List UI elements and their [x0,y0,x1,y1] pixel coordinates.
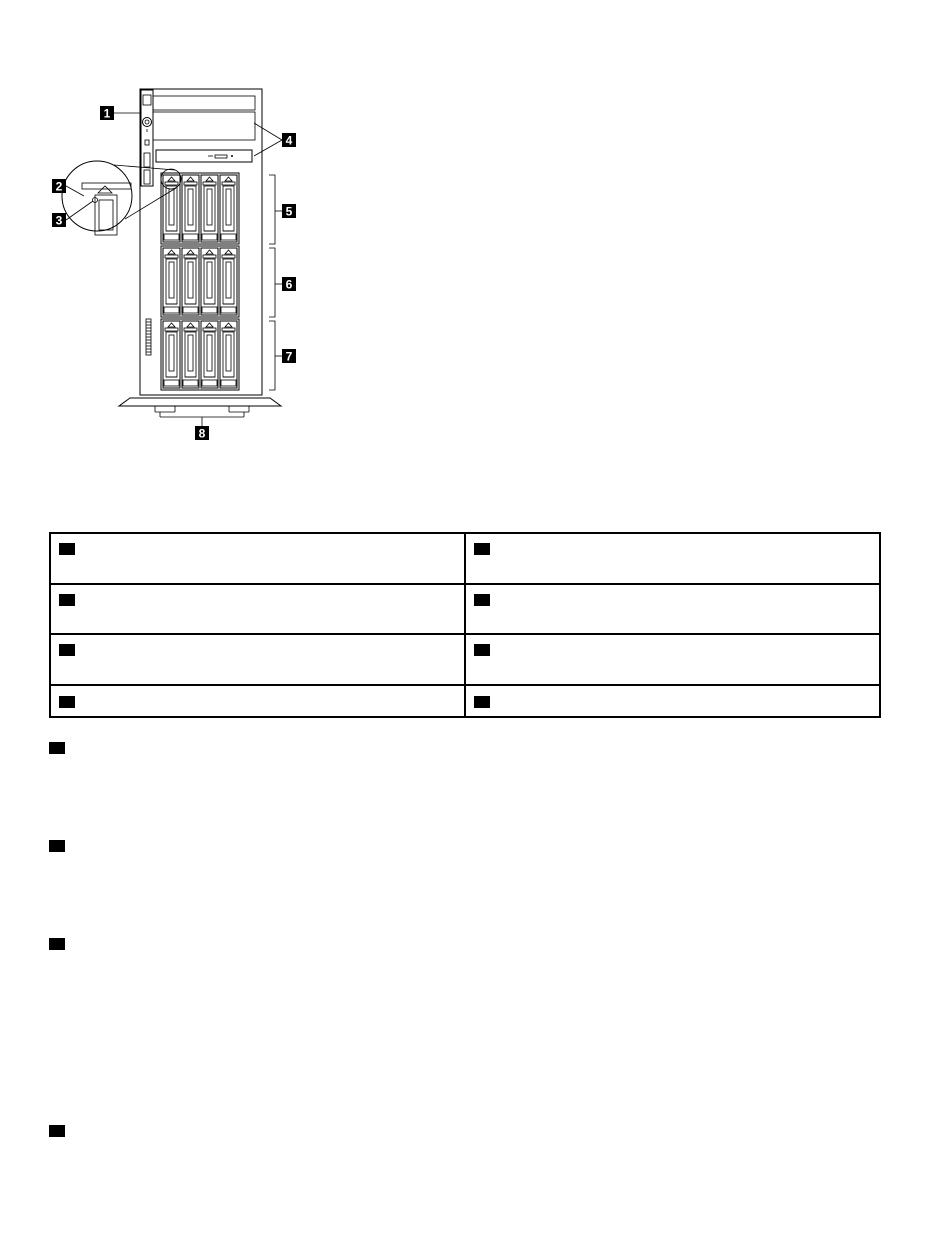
legend-cell [465,533,880,584]
legend-cell [50,634,465,685]
legend-cell [50,685,465,717]
svg-text:8: 8 [198,426,206,441]
legend-row [50,584,880,634]
drive-bay [182,248,199,315]
hot-swap-drive-bays [163,175,237,388]
drive-bay [220,248,237,315]
drive-bay [220,321,237,388]
power-button-icon [143,118,152,133]
drive-bay [163,321,180,388]
callout-marker [59,644,75,656]
drive-bay [201,321,218,388]
svg-text:4: 4 [285,133,293,148]
callout-marker [59,543,75,555]
note-marker [49,840,65,852]
legend-cell [465,634,880,685]
drive-bay [182,321,199,388]
drive-cage-1 [161,173,239,244]
callout-marker [474,594,490,606]
drive-bay [182,175,199,242]
svg-text:5: 5 [285,204,293,219]
server-front-view-diagram [0,0,950,460]
callout-marker [474,696,490,708]
drive-bay [163,175,180,242]
legend-cell [50,584,465,634]
callout-marker [59,594,75,606]
callout-2 [52,179,66,194]
optical-drive-bays [153,96,255,162]
callout-6 [282,277,296,292]
legend-row [50,533,880,584]
legend-cell [465,584,880,634]
front-vent [146,319,151,355]
drive-bay [220,175,237,242]
drive-bay [163,248,180,315]
callout-3 [52,213,66,228]
drive-bay [201,248,218,315]
callout-marker [59,696,75,708]
legend-cell [50,533,465,584]
callout-8 [195,426,209,441]
svg-text:1: 1 [103,106,111,121]
svg-text:6: 6 [285,277,293,292]
drive-bay [201,175,218,242]
callout-marker [474,543,490,555]
legend-cell [465,685,880,717]
note-marker [49,938,65,950]
legend-row [50,685,880,717]
svg-text:7: 7 [285,349,293,364]
callout-1 [100,106,114,121]
callout-marker [474,644,490,656]
drive-cage-3 [161,319,239,390]
server-chassis [140,89,262,395]
callout-7 [282,349,296,364]
note-marker [49,1125,65,1137]
callout-5 [282,204,296,219]
legend-row [50,634,880,685]
svg-text:3: 3 [55,213,63,228]
note-marker [49,742,65,754]
server-feet [119,398,281,426]
callout-legend-table [49,532,881,718]
drive-cage-2 [161,246,239,317]
svg-text:2: 2 [55,179,63,194]
callout-4 [282,133,296,148]
